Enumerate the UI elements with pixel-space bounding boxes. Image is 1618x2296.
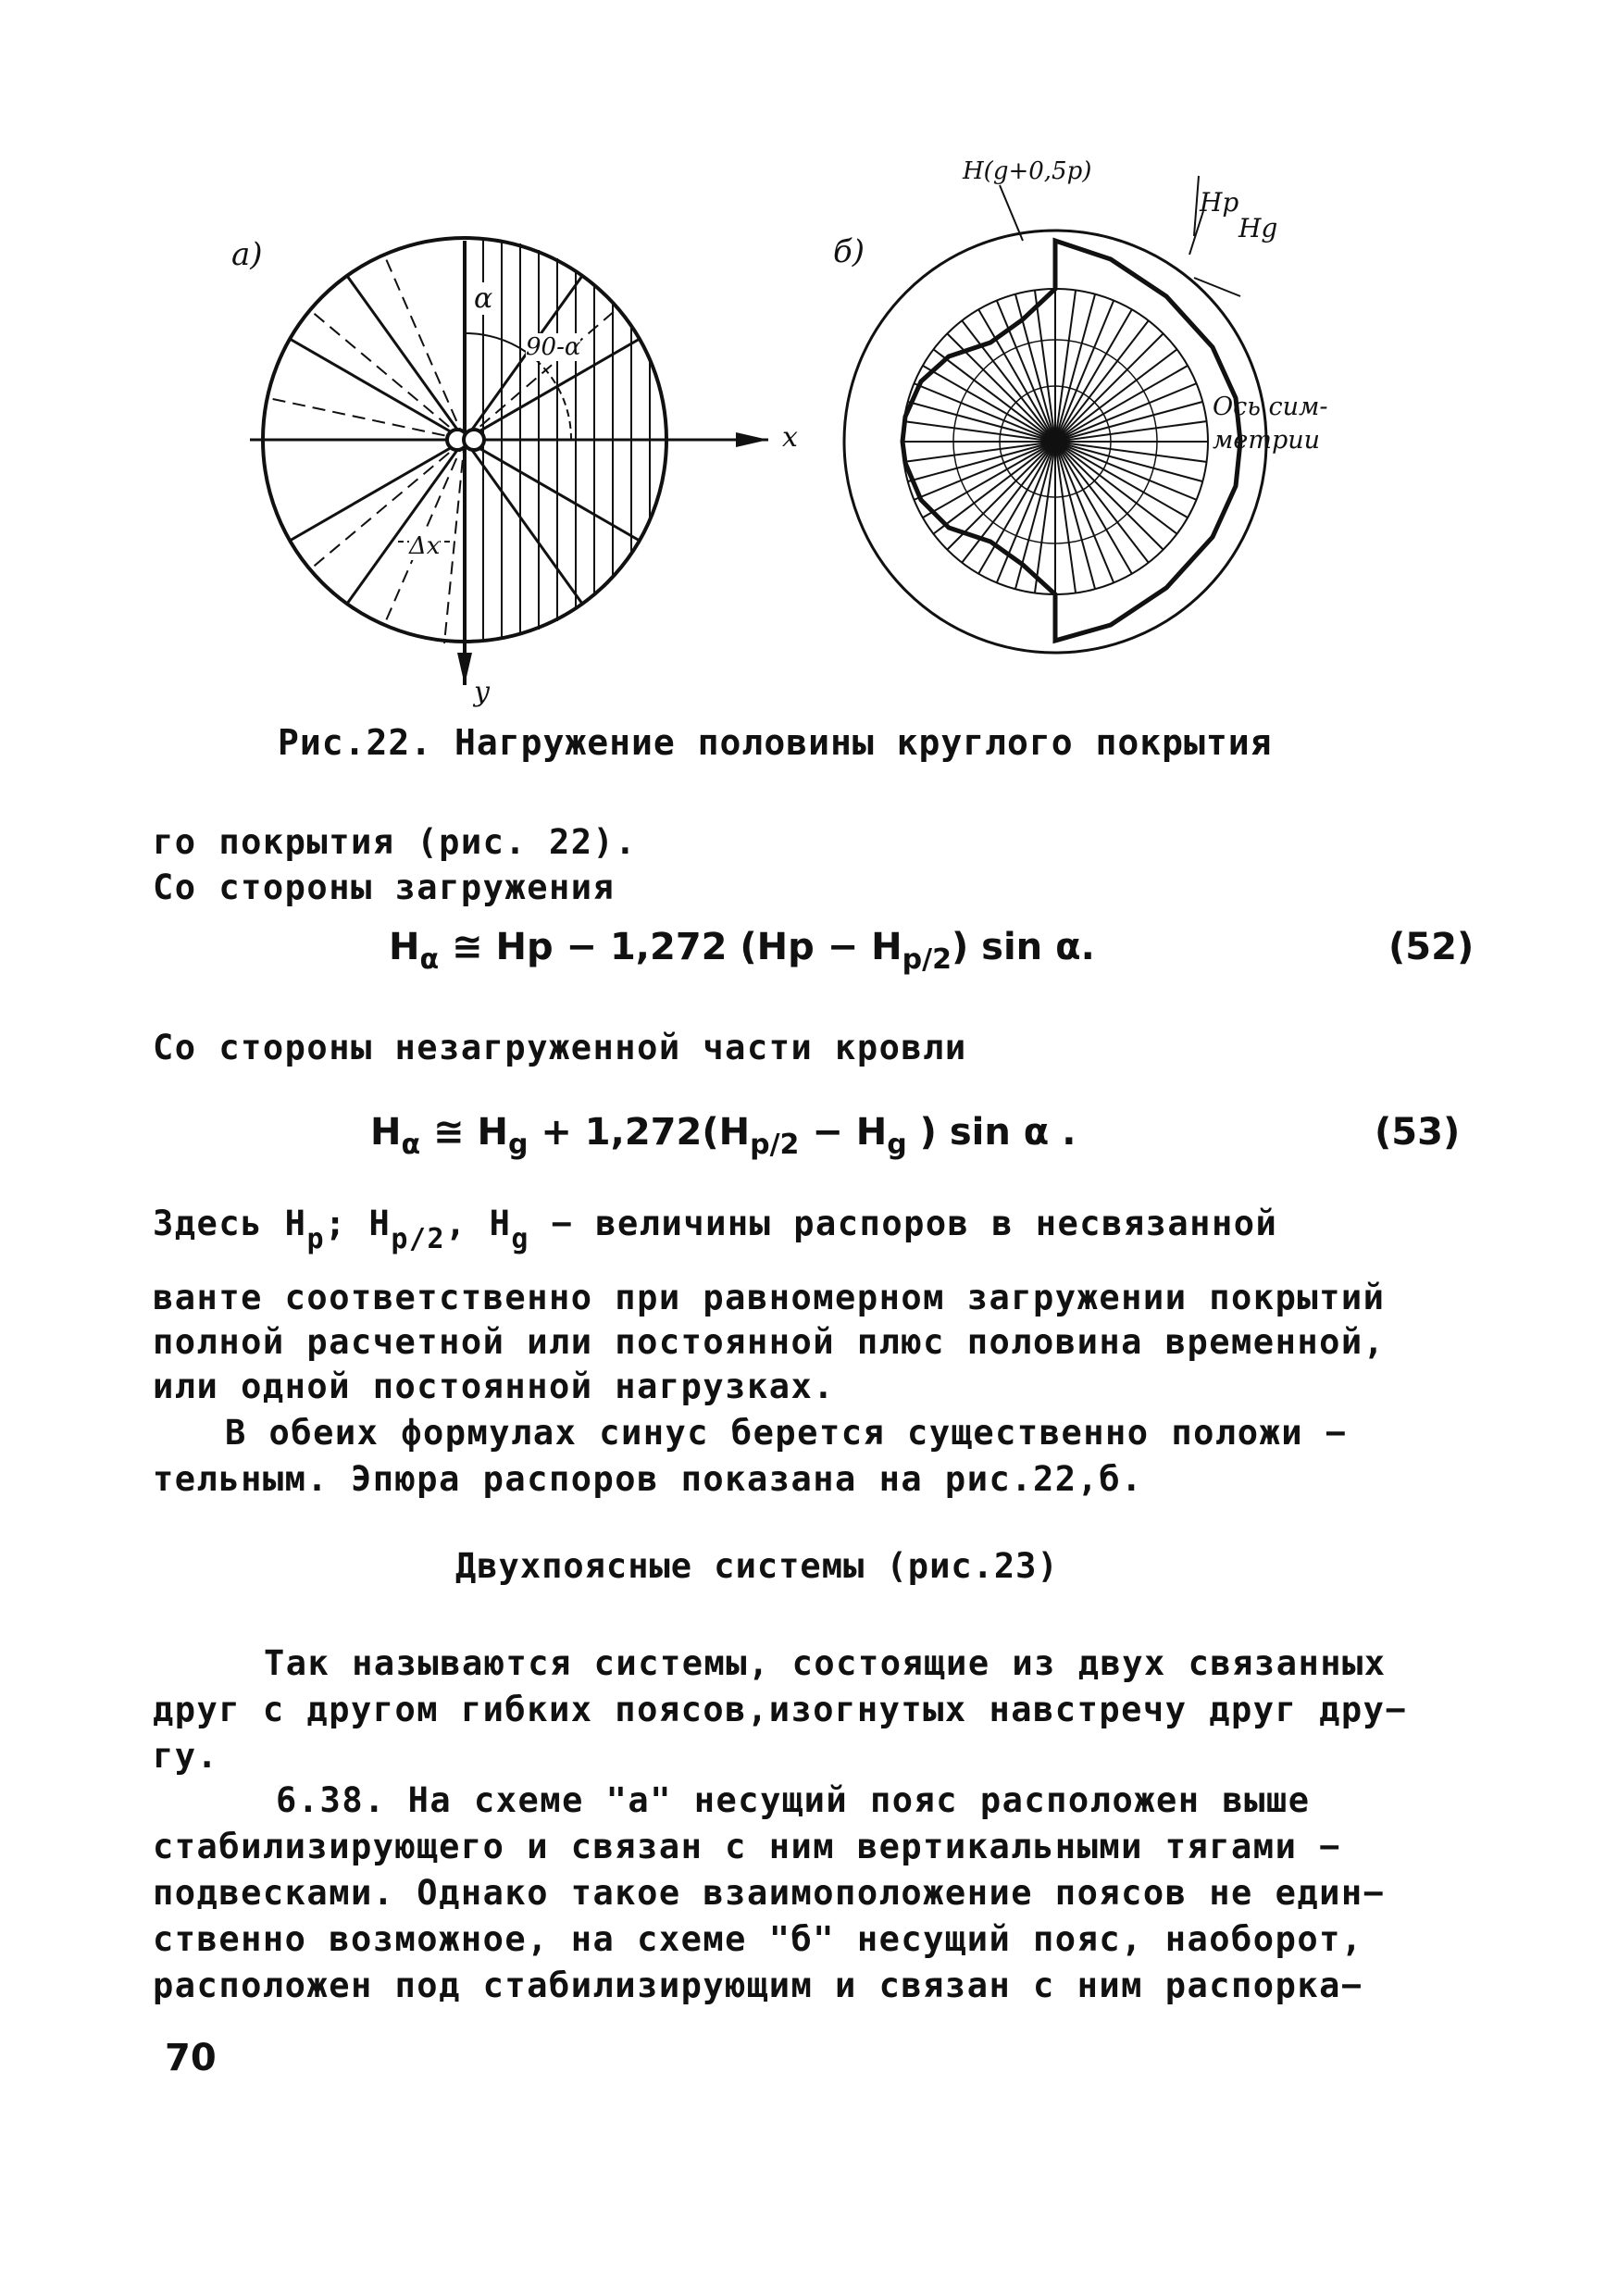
figure-caption: Рис.22. Нагружение половины круглого покрытия (278, 722, 1273, 763)
page-number: 70 (165, 2037, 217, 2079)
figure-a-drawing (231, 213, 824, 713)
h-p-label: Hp (1200, 187, 1239, 218)
p3-l1-a: Здесь H (153, 1204, 307, 1243)
alpha-label: α (474, 282, 493, 315)
h-g-label: Hg (1238, 213, 1278, 243)
formula-53-mid2: − H (799, 1111, 888, 1154)
formula-53-left-sub: α (401, 1129, 421, 1161)
p3-l1-b: ; H (325, 1204, 392, 1243)
paragraph-3-line-4: или одной постоянной нагрузках. (153, 1366, 836, 1406)
formula-52-rel: ≅ Hp − 1,272 (Hp − H (439, 926, 902, 968)
paragraph-6-line-3: подвесками. Однако такое взаимоположение поясов не един− (153, 1873, 1386, 1913)
formula-53-sub2: p/2 (750, 1129, 800, 1161)
p3-l1-s1: p (306, 1223, 325, 1255)
delta-x-label: Δx (409, 532, 441, 560)
p3-l1-c: , H (445, 1204, 512, 1243)
paragraph-5-line-3: гу. (153, 1736, 219, 1776)
p3-l1-s3: g (511, 1223, 529, 1255)
formula-53-sub3: g (887, 1129, 907, 1161)
formula-53 (370, 1111, 1077, 1161)
formula-53-tail: ) sin α . (906, 1111, 1077, 1154)
paragraph-5-line-2: друг с другом гибких поясов,изогнутых навстречу друг дру− (153, 1690, 1408, 1729)
axis-symmetry-label-1: Ось сим- (1213, 393, 1328, 421)
formula-53-rel: ≅ H (420, 1111, 508, 1154)
equation-number-52: (52) (1388, 926, 1475, 968)
paragraph-1-line-2: Со стороны загружения (153, 867, 616, 907)
p3-l1-d: − величины распоров в несвязанной (529, 1204, 1278, 1243)
paragraph-4-line-1: В обеих формулах синус берется существенно положи − (225, 1413, 1348, 1453)
paragraph-3-line-2: ванте соответственно при равномерном загружении покрытий (153, 1278, 1386, 1317)
axis-symmetry-label-2: метрии (1213, 426, 1321, 455)
section-heading: Двухпоясные системы (рис.23) (455, 1546, 1059, 1586)
p3-l1-s2: p/2 (391, 1223, 446, 1255)
h-g-plus-half-p-label: H(g+0,5p) (963, 157, 1092, 185)
paragraph-3-line-1 (153, 1204, 1278, 1255)
formula-53-sub1: g (507, 1129, 529, 1161)
paragraph-5-line-1: Так называются системы, состоящие из двух связанных (264, 1643, 1387, 1683)
formula-53-left: H (370, 1111, 402, 1154)
figure-a-label: а) (231, 236, 263, 273)
paragraph-6-line-2: стабилизирующего и связан с ним вертикальными тягами − (153, 1827, 1341, 1866)
paragraph-6-line-5: расположен под стабилизирующим и связан с ним распорка− (153, 1965, 1363, 2005)
figure-b-label: б) (833, 233, 865, 270)
paragraph-6-line-1: 6.38. На схеме "а" несущий пояс расположен выше (276, 1780, 1311, 1820)
formula-52 (389, 926, 1095, 976)
equation-number-53: (53) (1375, 1111, 1461, 1154)
figure-a (231, 213, 824, 713)
formula-52-left: H (389, 926, 420, 968)
figure-b (833, 157, 1351, 685)
paragraph-3-line-3: полной расчетной или постоянной плюс половина временной, (153, 1322, 1386, 1362)
formula-52-left-sub: α (419, 943, 440, 976)
paragraph-2: Со стороны незагруженной части кровли (153, 1028, 967, 1067)
paragraph-6-line-4: ственно возможное, на схеме "б" несущий пояс, наоборот, (153, 1919, 1363, 1959)
ninety-minus-alpha-label: 90-α (526, 333, 581, 361)
paragraph-4-line-2: тельным. Эпюра распоров показана на рис.22,б. (153, 1459, 1143, 1499)
formula-53-mid: + 1,272(H (528, 1111, 751, 1154)
formula-52-tail: ) sin α. (951, 926, 1095, 968)
y-axis-label: y (474, 676, 490, 708)
paragraph-1-line-1: го покрытия (рис. 22). (153, 822, 638, 862)
x-axis-label: x (782, 421, 798, 454)
formula-52-sub: p/2 (902, 943, 952, 976)
